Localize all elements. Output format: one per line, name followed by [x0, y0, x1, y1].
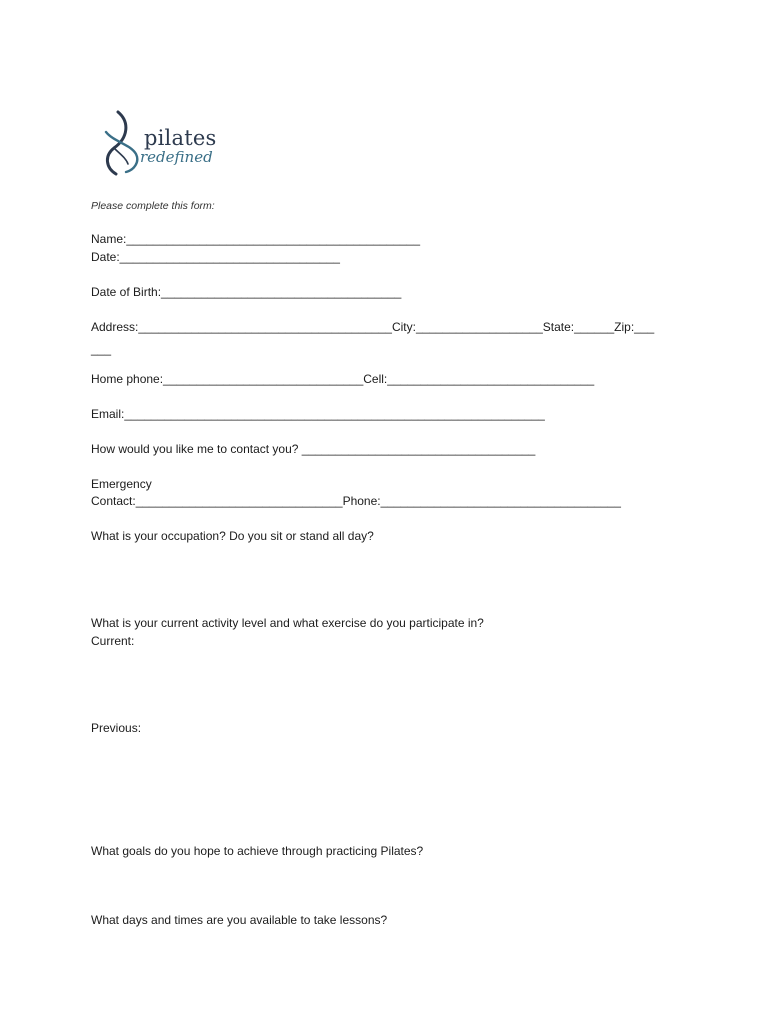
- date-field[interactable]: Date:_________________________________: [91, 250, 340, 264]
- current-activity-label: Current:: [91, 634, 135, 648]
- ribbon-logo-icon: [100, 108, 144, 180]
- date-of-birth-field[interactable]: Date of Birth:____________________________________: [91, 285, 402, 299]
- form-intro: Please complete this form:: [91, 200, 215, 212]
- activity-question: What is your current activity level and what exercise do you participate in?: [91, 616, 484, 630]
- name-field[interactable]: Name:____________________________________________: [91, 232, 420, 246]
- emergency-contact-field[interactable]: Contact:_______________________________Phone:____________________________________: [91, 494, 621, 508]
- previous-activity-label: Previous:: [91, 721, 142, 735]
- emergency-label: Emergency: [91, 477, 152, 491]
- pilates-redefined-logo: [100, 108, 240, 180]
- contact-preference-field[interactable]: How would you like me to contact you? ___________________________________: [91, 442, 536, 456]
- goals-question: What goals do you hope to achieve through practicing Pilates?: [91, 844, 424, 858]
- logo-word-redefined: redefined: [140, 148, 213, 166]
- availability-question: What days and times are you available to take lessons?: [91, 913, 388, 927]
- logo-word-pilates: pilates: [144, 126, 217, 150]
- address-continuation[interactable]: ___: [91, 342, 112, 356]
- phone-fields[interactable]: Home phone:______________________________Cell:_______________________________: [91, 372, 595, 386]
- address-field[interactable]: Address:______________________________________City:___________________State:______Zip:___: [91, 320, 655, 334]
- occupation-question: What is your occupation? Do you sit or stand all day?: [91, 529, 374, 543]
- email-field[interactable]: Email:_______________________________________________________________: [91, 407, 545, 421]
